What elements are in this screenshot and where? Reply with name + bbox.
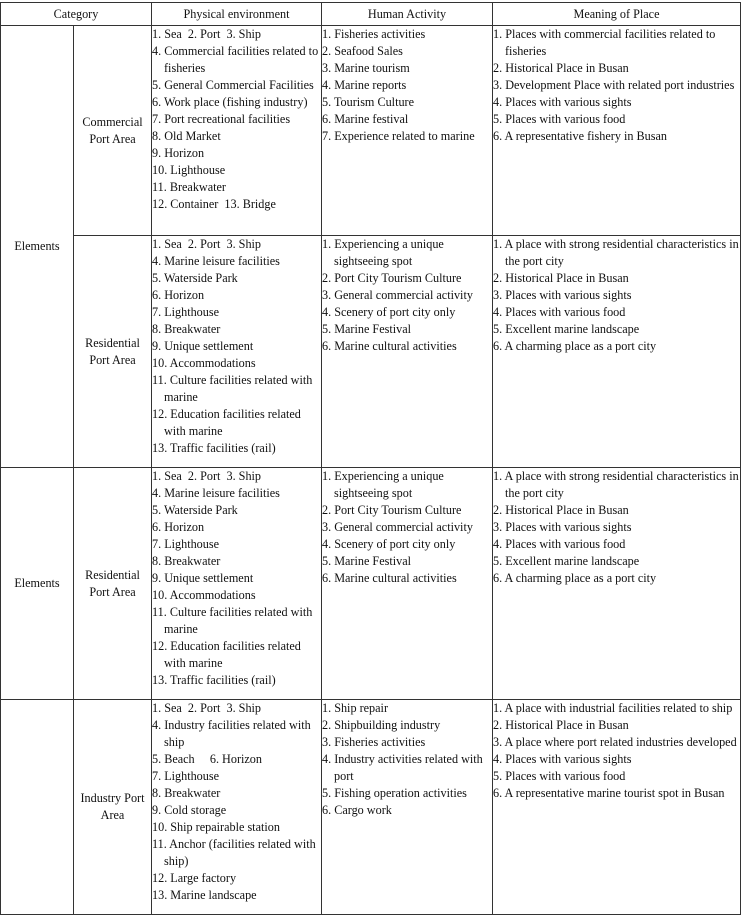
meaning-cell xyxy=(493,700,741,915)
list-item: 4. Marine leisure facilities xyxy=(152,486,280,500)
list-item: 10. Accommodations xyxy=(152,356,256,370)
list-item: 13. Traffic facilities (rail) xyxy=(152,441,276,455)
list-item: 4. Scenery of port city only xyxy=(322,537,456,551)
list-item: 1. Fisheries activities xyxy=(322,27,426,41)
list-item: 12. Container 13. Bridge xyxy=(152,197,276,211)
list-item: 7. Port recreational facilities xyxy=(152,112,291,126)
list-item: 7. Lighthouse xyxy=(152,537,220,551)
list-item: 5. General Commercial Facilities xyxy=(152,78,314,92)
list-item: 2. Port City Tourism Culture xyxy=(322,503,462,517)
list-item: 5. Excellent marine landscape xyxy=(493,554,640,568)
list-item: 10. Ship repairable station xyxy=(152,820,280,834)
list-item: 5. Waterside Park xyxy=(152,271,238,285)
list-item: 3. Development Place with related port industries xyxy=(493,78,735,92)
area-label: Commercial Port Area xyxy=(74,26,152,236)
list-item: 5. Excellent marine landscape xyxy=(493,322,640,336)
area-label: Residential Port Area xyxy=(74,236,152,468)
list-item: 6. A representative fishery in Busan xyxy=(493,129,667,143)
list-item: 8. Breakwater xyxy=(152,322,221,336)
list-item: 12. Education facilities related with marine xyxy=(152,407,304,438)
list-item: 9. Unique settlement xyxy=(152,339,254,353)
list-item: 12. Education facilities related with marine xyxy=(152,639,304,670)
list-item: 2. Historical Place in Busan xyxy=(493,271,629,285)
header-category: Category xyxy=(1,3,152,26)
header-meaning-of-place: Meaning of Place xyxy=(493,3,741,26)
list-item: 5. Beach 6. Horizon xyxy=(152,752,262,766)
list-item: 1. A place with strong residential characteristics in the port city xyxy=(493,469,742,500)
list-item: 8. Old Market xyxy=(152,129,221,143)
human-cell xyxy=(322,26,493,236)
table-row xyxy=(1,468,741,700)
list-item: 10. Accommodations xyxy=(152,588,256,602)
list-item: 1. Sea 2. Port 3. Ship xyxy=(152,469,262,483)
area-label: Industry Port Area xyxy=(74,700,152,915)
list-item: 6. Horizon xyxy=(152,288,205,302)
list-item: 2. Seafood Sales xyxy=(322,44,403,58)
meaning-cell xyxy=(493,236,741,468)
list-item: 2. Historical Place in Busan xyxy=(493,718,629,732)
list-item: 7. Experience related to marine xyxy=(322,129,475,143)
physical-cell xyxy=(152,468,322,700)
group-label: Elements xyxy=(1,468,74,700)
area-label: Residential Port Area xyxy=(74,468,152,700)
group-label: Elements xyxy=(1,26,74,468)
list-item: 9. Unique settlement xyxy=(152,571,254,585)
list-item: 2. Historical Place in Busan xyxy=(493,61,629,75)
list-item: 3. General commercial activity xyxy=(322,520,473,534)
physical-cell xyxy=(152,236,322,468)
list-item: 4. Scenery of port city only xyxy=(322,305,456,319)
list-item: 11. Anchor (facilities related with ship) xyxy=(152,837,319,868)
list-item: 1. Experiencing a unique sightseeing spot xyxy=(322,237,447,268)
list-item: 3. A place where port related industries developed xyxy=(493,735,737,749)
list-item: 5. Tourism Culture xyxy=(322,95,415,109)
physical-cell xyxy=(152,26,322,236)
list-item: 5. Places with various food xyxy=(493,769,626,783)
table-row xyxy=(1,236,741,468)
list-item: 3. Places with various sights xyxy=(493,520,632,534)
human-cell xyxy=(322,700,493,915)
list-item: 6. A representative marine tourist spot in Busan xyxy=(493,786,725,800)
list-item: 4. Places with various food xyxy=(493,305,626,319)
meaning-cell xyxy=(493,26,741,236)
list-item: 1. Sea 2. Port 3. Ship xyxy=(152,237,262,251)
list-item: 6. Marine cultural activities xyxy=(322,571,457,585)
list-item: 7. Lighthouse xyxy=(152,769,220,783)
list-item: 3. Fisheries activities xyxy=(322,735,426,749)
list-item: 7. Lighthouse xyxy=(152,305,220,319)
list-item: 4. Places with various sights xyxy=(493,95,632,109)
list-item: 4. Industry facilities related with ship xyxy=(152,718,314,749)
list-item: 6. Marine cultural activities xyxy=(322,339,457,353)
table-row xyxy=(1,26,741,236)
group-label-blank xyxy=(1,700,74,915)
list-item: 6. A charming place as a port city xyxy=(493,339,657,353)
list-item: 1. Ship repair xyxy=(322,701,389,715)
list-item: 5. Waterside Park xyxy=(152,503,238,517)
list-item: 9. Horizon xyxy=(152,146,205,160)
list-item: 13. Marine landscape xyxy=(152,888,257,902)
list-item: 11. Culture facilities related with marine xyxy=(152,373,316,404)
list-item: 5. Fishing operation activities xyxy=(322,786,467,800)
list-item: 6. A charming place as a port city xyxy=(493,571,657,585)
list-item: 6. Horizon xyxy=(152,520,205,534)
table-row xyxy=(1,700,741,915)
header-physical-environment: Physical environment xyxy=(152,3,322,26)
meaning-cell xyxy=(493,468,741,700)
list-item: 12. Large factory xyxy=(152,871,237,885)
list-item: 2. Port City Tourism Culture xyxy=(322,271,462,285)
list-item: 8. Breakwater xyxy=(152,554,221,568)
list-item: 8. Breakwater xyxy=(152,786,221,800)
list-item: 1. A place with strong residential characteristics in the port city xyxy=(493,237,742,268)
list-item: 6. Work place (fishing industry) xyxy=(152,95,308,109)
human-cell xyxy=(322,468,493,700)
list-item: 4. Marine reports xyxy=(322,78,407,92)
list-item: 3. General commercial activity xyxy=(322,288,473,302)
list-item: 4. Industry activities related with port xyxy=(322,752,486,783)
list-item: 2. Shipbuilding industry xyxy=(322,718,441,732)
list-item: 5. Marine Festival xyxy=(322,322,412,336)
list-item: 9. Cold storage xyxy=(152,803,227,817)
list-item: 4. Places with various food xyxy=(493,537,626,551)
header-row xyxy=(1,3,741,26)
list-item: 4. Commercial facilities related to fisheries xyxy=(152,44,322,75)
list-item: 11. Culture facilities related with marine xyxy=(152,605,316,636)
list-item: 1. Places with commercial facilities related to fisheries xyxy=(493,27,719,58)
list-item: 6. Cargo work xyxy=(322,803,392,817)
list-item: 3. Places with various sights xyxy=(493,288,632,302)
list-item: 6. Marine festival xyxy=(322,112,409,126)
list-item: 10. Lighthouse xyxy=(152,163,226,177)
list-item: 13. Traffic facilities (rail) xyxy=(152,673,276,687)
physical-cell xyxy=(152,700,322,915)
list-item: 5. Places with various food xyxy=(493,112,626,126)
list-item: 1. Sea 2. Port 3. Ship xyxy=(152,27,262,41)
list-item: 2. Historical Place in Busan xyxy=(493,503,629,517)
port-elements-table xyxy=(0,2,741,915)
list-item: 11. Breakwater xyxy=(152,180,226,194)
list-item: 4. Marine leisure facilities xyxy=(152,254,280,268)
list-item: 3. Marine tourism xyxy=(322,61,410,75)
list-item: 1. Sea 2. Port 3. Ship xyxy=(152,701,262,715)
list-item: 5. Marine Festival xyxy=(322,554,412,568)
list-item: 1. Experiencing a unique sightseeing spot xyxy=(322,469,447,500)
list-item: 4. Places with various sights xyxy=(493,752,632,766)
header-human-activity: Human Activity xyxy=(322,3,493,26)
list-item: 1. A place with industrial facilities related to ship xyxy=(493,701,733,715)
human-cell xyxy=(322,236,493,468)
